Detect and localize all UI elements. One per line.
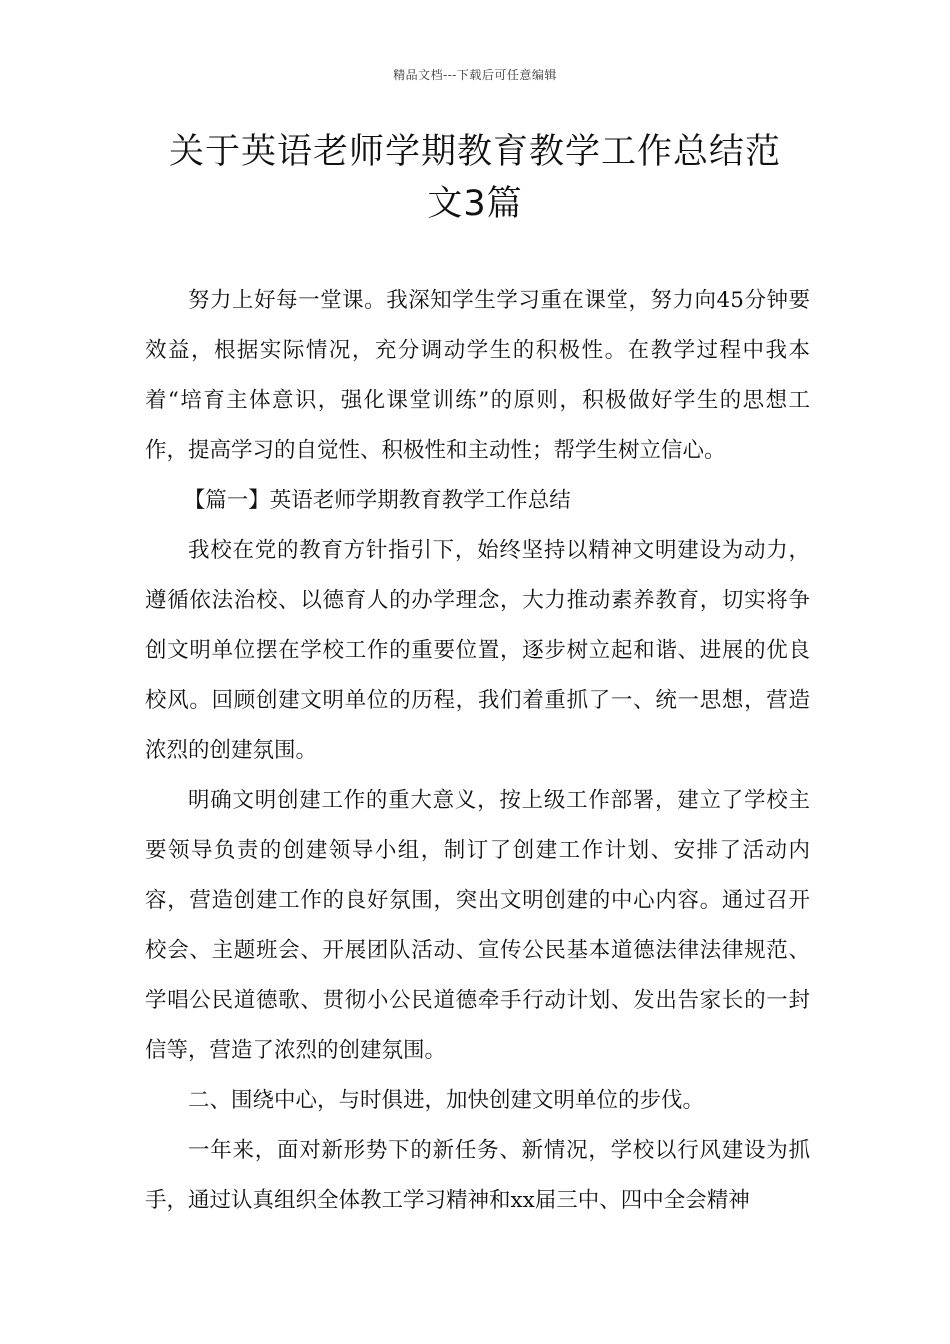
header-note: 精品文档---下载后可任意编辑 bbox=[393, 68, 557, 82]
title-line-1: 关于英语老师学期教育教学工作总结范 bbox=[168, 132, 781, 172]
paragraph-creation-work: 明确文明创建工作的重大意义，按上级工作部署，建立了学校主要领导负责的创建领导小组，制订了创建工作计划、安排了活动内容，营造创建工作的良好氛围，突出文明创建的中心内容。通过召开校会、主题班会、开展团队活动、宣传公民基本道德法律法律规范、学唱公民道德歌、贯彻小公民道德牵手行动计划、发出告家长的一封信等，营造了浓烈的创建氛围。 bbox=[145, 788, 810, 1063]
paragraph-school-policy: 我校在党的教育方针指引下，始终坚持以精神文明建设为动力，遵循依法治校、以德育人的办学理念，大力推动素养教育，切实将争创文明单位摆在学校工作的重要位置，逐步树立起和谐、进展的优良校风。回顾创建文明单位的历程，我们着重抓了一、统一思想，营造浓烈的创建氛围。 bbox=[145, 538, 810, 763]
paragraph-year-review: 一年来，面对新形势下的新任务、新情况，学校以行风建设为抓手，通过认真组织全体教工学习精神和xx届三中、四中全会精神 bbox=[145, 1138, 810, 1213]
paragraph-intro: 努力上好每一堂课。我深知学生学习重在课堂，努力向45分钟要效益，根据实际情况，充分调动学生的积极性。在教学过程中我本着“培育主体意识，强化课堂训练”的原则，积极做好学生的思想工作，提高学习的自觉性、积极性和主动性；帮学生树立信心。 bbox=[145, 288, 810, 463]
section-heading-part-one: 【篇一】英语老师学期教育教学工作总结 bbox=[183, 488, 571, 513]
document-title bbox=[100, 126, 850, 230]
title-line-2: 文3篇 bbox=[427, 184, 523, 224]
section-heading-two: 二、围绕中心，与时俱进，加快创建文明单位的步伐。 bbox=[188, 1088, 705, 1113]
document-body bbox=[145, 276, 810, 1226]
